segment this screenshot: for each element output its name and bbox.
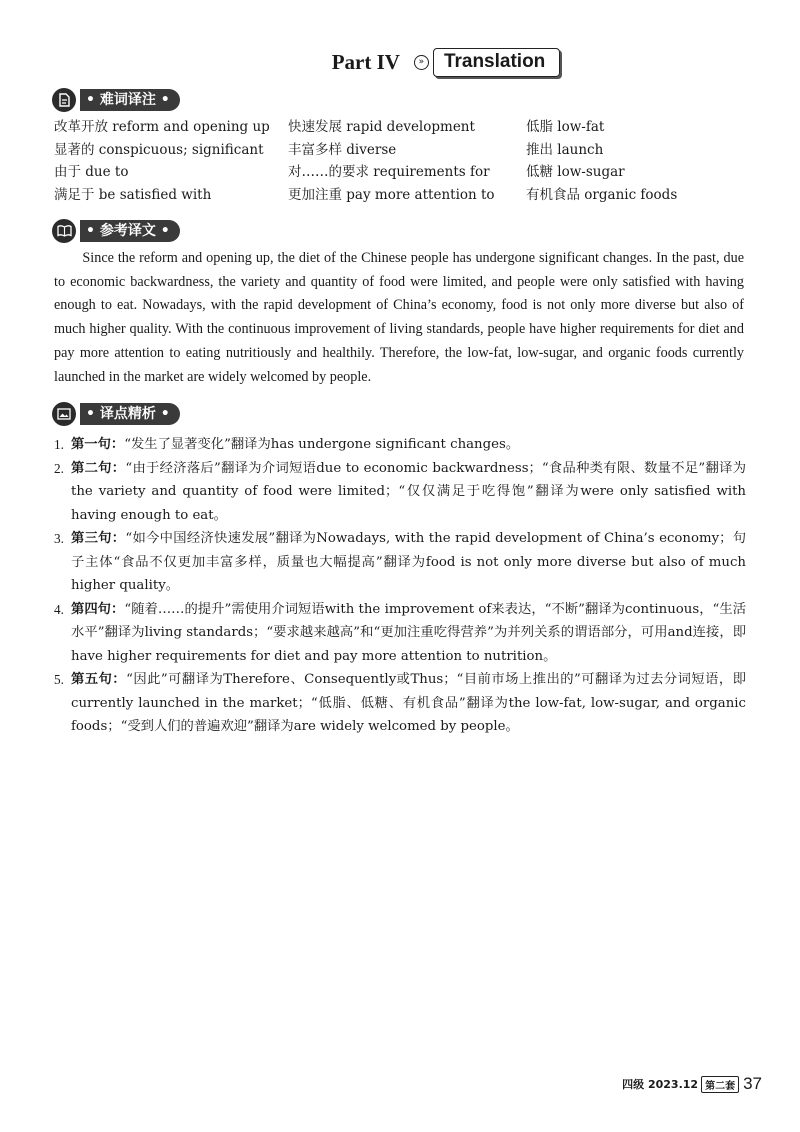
item-text: “发生了显著变化”翻译为has undergone significant changes。 (124, 437, 520, 452)
vocab-section-title: • 难词译注 • (80, 89, 180, 111)
item-number: 1. (54, 437, 64, 452)
item-label: 第一句： (71, 437, 125, 452)
vocab-item: 有机食品 organic foods (526, 186, 678, 203)
item-label: 第三句： (71, 531, 126, 546)
reference-translation-text: Since the reform and opening up, the diet of the Chinese people has undergone significant changes. In the past, due to economic backwardness, the variety and quantity of food were limited, and people were only satisfied with having enough to eat. Nowadays, with the rapid development of China’s economy, food is not only more diverse but also of much higher quality. With the continuous improvement of living standards, people have higher requirements for diet and pay more attention to eating nutritiously and healthily. Therefore, the low-fat, low-sugar, and organic foods currently launched in the market are widely welcomed by people. (54, 250, 744, 385)
arrow-circle-icon: » (414, 55, 429, 70)
item-text: “随着……的提升”需使用介词短语with the improvement of来表达，“不断”翻译为continuous，“生活水平”翻译为living standards；“要求越来越高”和“更加注重吃得营养”为并列关系的谓语部分，可用and连接，即have higher requirements for diet and pay more attention to nutrition。 (71, 601, 747, 664)
vocab-item: 推出 launch (526, 141, 604, 158)
item-body (71, 527, 746, 598)
analysis-item (54, 668, 746, 739)
vocab-row (54, 184, 754, 207)
vocab-item: 显著的 conspicuous; significant (54, 141, 264, 158)
vocab-item: 快速发展 rapid development (288, 119, 475, 135)
vocab-item: 低脂 low-fat (526, 119, 605, 135)
item-body (71, 457, 746, 528)
footer-edition: 四级 2023.12 (622, 1078, 699, 1091)
item-number: 5. (54, 672, 64, 687)
document-icon (52, 88, 76, 112)
vocab-section-header (52, 88, 180, 112)
analysis-item (54, 527, 746, 598)
vocab-item: 改革开放 reform and opening up (54, 119, 270, 135)
item-number: 3. (54, 531, 64, 546)
item-label: 第五句： (71, 672, 127, 687)
item-number: 4. (54, 601, 64, 617)
footer-set-tag: 第二套 (701, 1076, 739, 1093)
vocab-table (54, 116, 754, 206)
reference-section-header (52, 219, 180, 243)
reference-section-title: • 参考译文 • (80, 220, 180, 242)
analysis-item (54, 433, 746, 457)
item-body (71, 598, 746, 669)
vocab-item: 对……的要求 requirements for (288, 164, 490, 180)
page-number: 37 (743, 1074, 762, 1093)
page-footer (622, 1074, 762, 1094)
analysis-section-header (52, 402, 180, 426)
part-label: Part IV (331, 49, 400, 74)
item-text: “如今中国经济快速发展”翻译为Nowadays, with the rapid development of China’s economy；句子主体“食品不仅更加丰富多样，质量也大幅提高”翻译为food is not only more diverse but also of much higher quality。 (71, 531, 747, 593)
item-text: “由于经济落后”翻译为介词短语due to economic backwardness；“食品种类有限、数量不足”翻译为the variety and quantity of food were limited；“仅仅满足于吃得饱”翻译为were only satisfied with having enough to eat。 (71, 460, 746, 523)
analysis-list (54, 433, 746, 739)
analysis-item (54, 598, 746, 669)
item-body (71, 433, 746, 457)
vocab-item: 低糖 low-sugar (526, 164, 625, 180)
analysis-item (54, 457, 746, 528)
item-body (71, 668, 746, 739)
vocab-item: 由于 due to (54, 164, 129, 180)
vocab-row (54, 161, 754, 184)
vocab-item: 满足于 be satisfied with (54, 186, 212, 203)
item-text: “因此”可翻译为Therefore、Consequently或Thus；“目前市场上推出的”可翻译为过去分词短语，即currently launched in the market；“低脂、低糖、有机食品”翻译为the low-fat, low-sugar, and organic foods；“受到人们的普遍欢迎”翻译为are widely welcomed by people。 (71, 672, 746, 734)
item-label: 第二句： (71, 460, 126, 476)
vocab-row (54, 139, 754, 162)
image-icon (52, 402, 76, 426)
page-header (0, 44, 800, 80)
vocab-row (54, 116, 754, 139)
book-icon (52, 219, 76, 243)
item-label: 第四句： (71, 601, 125, 617)
section-title-box: Translation (433, 48, 560, 77)
analysis-section-title: • 译点精析 • (80, 403, 180, 425)
vocab-item: 更加注重 pay more attention to (288, 186, 495, 203)
vocab-item: 丰富多样 diverse (288, 141, 397, 158)
item-number: 2. (54, 460, 64, 476)
